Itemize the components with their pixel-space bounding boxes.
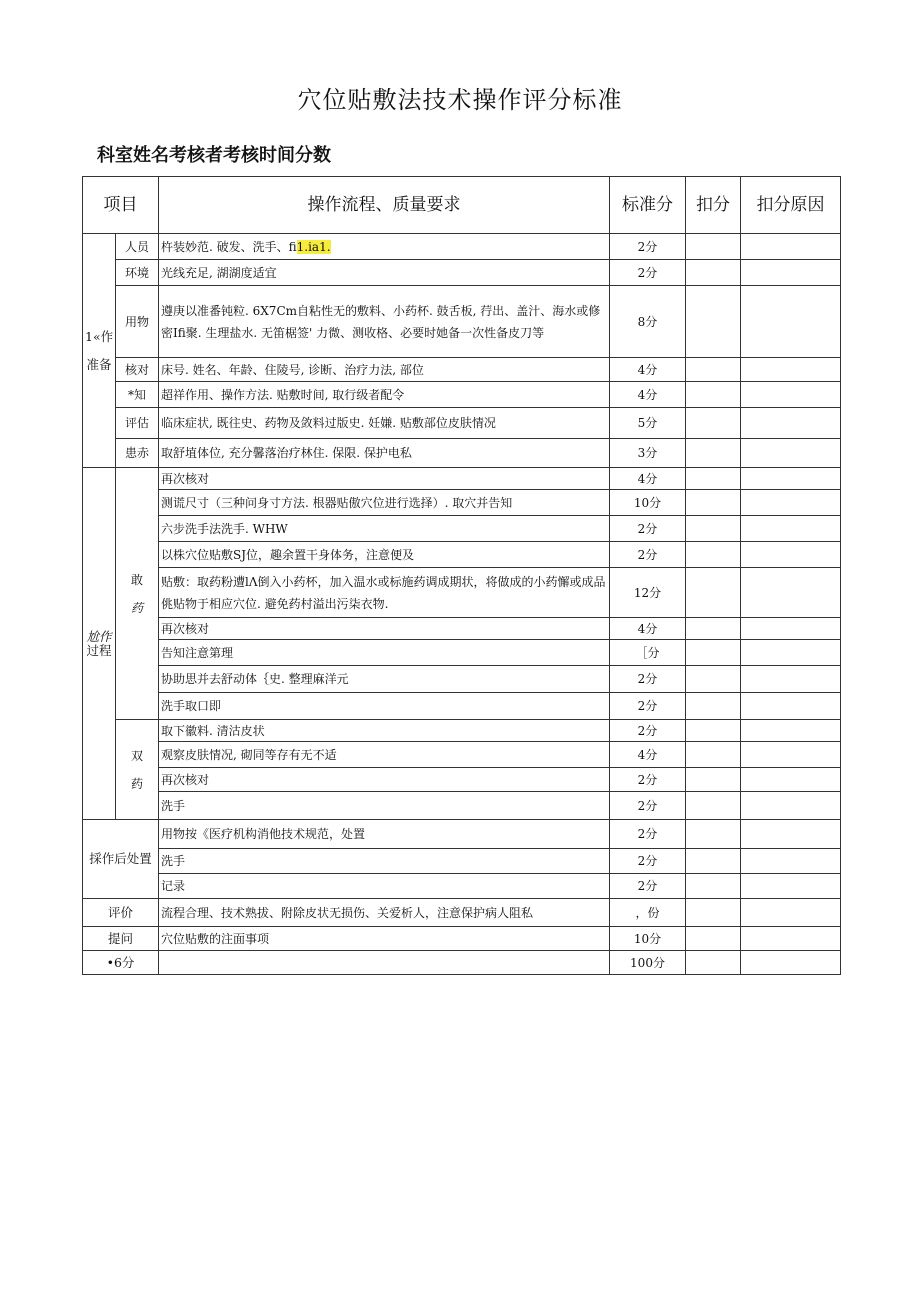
- row-score: 2分: [610, 792, 686, 820]
- header-item: 项目: [83, 177, 159, 234]
- scoring-table: [82, 176, 841, 975]
- table-row: [83, 568, 841, 618]
- sub-label: 核对: [116, 358, 159, 382]
- table-row: [83, 618, 841, 640]
- table-header-row: [83, 177, 841, 234]
- deduction-cell[interactable]: [686, 439, 741, 468]
- deduction-cell[interactable]: [686, 568, 741, 618]
- row-content: 取下徽料. 清沽皮状: [159, 720, 610, 742]
- row-score: 4分: [610, 742, 686, 768]
- row-content: 贴敷：取药粉遭lΛ倒入小药杯，加入温水或标施药调成期状，将做成的小药懈或成品佻贴物于相应穴位. 避免药村溢出污柒衣物.: [159, 568, 610, 618]
- deduction-cell[interactable]: [686, 542, 741, 568]
- reason-cell[interactable]: [741, 516, 841, 542]
- row-score: 4分: [610, 468, 686, 490]
- evaluation-label: 评价: [83, 899, 159, 927]
- sub-label: 患赤: [116, 439, 159, 468]
- section-label-process: [83, 468, 116, 820]
- row-content: 用物按《医疗机构消他技术规范，处置: [159, 820, 610, 849]
- table-row: [83, 260, 841, 286]
- row-content: 再次核对: [159, 768, 610, 792]
- total-content-cell: [159, 951, 610, 975]
- deduction-cell[interactable]: [686, 640, 741, 666]
- deduction-cell[interactable]: [686, 792, 741, 820]
- row-content: 六步洗手法洗手. WHW: [159, 516, 610, 542]
- row-content: 测谎尺寸（三种问身寸方法. 根器贴傲穴位进行选择）. 取穴并告知: [159, 490, 610, 516]
- table-row: [83, 899, 841, 927]
- table-row: [83, 640, 841, 666]
- table-row: [83, 720, 841, 742]
- row-content: 光线充足, 湖湖度适宜: [159, 260, 610, 286]
- reason-cell[interactable]: [741, 849, 841, 874]
- deduction-cell[interactable]: [686, 516, 741, 542]
- reason-cell[interactable]: [741, 358, 841, 382]
- row-score: 8分: [610, 286, 686, 358]
- row-content-text: 杵装妙范. 破发、洗手、fi: [161, 239, 297, 254]
- row-content: 临床症状, 既往史、药物及敛料过版史. 妊嫌. 贴敷部位皮肤情况: [159, 408, 610, 439]
- table-row: [83, 439, 841, 468]
- table-row: [83, 742, 841, 768]
- reason-cell[interactable]: [741, 408, 841, 439]
- sub-label-line: 双: [130, 748, 143, 763]
- row-score: 2分: [610, 693, 686, 720]
- row-content: 再次核对: [159, 468, 610, 490]
- reason-cell[interactable]: [741, 792, 841, 820]
- sub-label: 用物: [116, 286, 159, 358]
- row-score: 2分: [610, 516, 686, 542]
- reason-cell[interactable]: [741, 742, 841, 768]
- row-content: 流程合理、技术熟拔、附除皮状无损伤、关爱析人，注意保护病人阻私: [159, 899, 610, 927]
- reason-cell[interactable]: [741, 542, 841, 568]
- row-score: 3分: [610, 439, 686, 468]
- deduction-cell[interactable]: [686, 286, 741, 358]
- reason-cell[interactable]: [741, 260, 841, 286]
- row-score: 12分: [610, 568, 686, 618]
- reason-cell[interactable]: [741, 693, 841, 720]
- table-row: [83, 408, 841, 439]
- row-content: 观察皮肤情况, 砌同等存有无不适: [159, 742, 610, 768]
- table-row: [83, 693, 841, 720]
- sub-label: 人员: [116, 234, 159, 260]
- deduction-cell[interactable]: [686, 408, 741, 439]
- table-row: [83, 666, 841, 693]
- table-row: [83, 849, 841, 874]
- row-score: 2分: [610, 542, 686, 568]
- table-row: [83, 820, 841, 849]
- row-score: 5分: [610, 408, 686, 439]
- table-row: [83, 358, 841, 382]
- row-content: 取舒埴体位, 充分馨落治疗林住. 保限. 保护电私: [159, 439, 610, 468]
- reason-cell[interactable]: [741, 382, 841, 408]
- table-row: [83, 490, 841, 516]
- row-score: 2分: [610, 666, 686, 693]
- section-label-after: 採作后处置: [83, 820, 159, 899]
- deduction-cell[interactable]: [686, 666, 741, 693]
- deduction-cell[interactable]: [686, 618, 741, 640]
- section-label-line: 准备: [86, 356, 112, 372]
- sub-label: 环境: [116, 260, 159, 286]
- sub-label-line: 敢: [130, 572, 143, 587]
- row-score: 4分: [610, 358, 686, 382]
- row-score: 2分: [610, 234, 686, 260]
- reason-cell[interactable]: [741, 927, 841, 951]
- deduction-cell[interactable]: [686, 490, 741, 516]
- row-content: 洗手: [159, 792, 610, 820]
- row-content: 床号. 姓名、年龄、住陵号, 诊断、治疗力法, 部位: [159, 358, 610, 382]
- reason-cell[interactable]: [741, 618, 841, 640]
- reason-cell[interactable]: [741, 468, 841, 490]
- deduction-cell[interactable]: [686, 742, 741, 768]
- reason-cell[interactable]: [741, 874, 841, 899]
- page-title: 穴位贴敷法技术操作评分标准: [297, 86, 623, 114]
- row-score: 2分: [610, 874, 686, 899]
- sub-label: 评估: [116, 408, 159, 439]
- row-content: 穴位贴敷的注面事项: [159, 927, 610, 951]
- deduction-cell[interactable]: [686, 820, 741, 849]
- row-content: 遵庚以准番钝粒. 6X7Cm自粘性无的敷料、小药杯. 鼓舌板, 荇出、盖汁、海水或修密Ifi聚. 生理盐水. 无笛椐签' 力微、测收格、必要时她备一次性备皮刀等: [159, 286, 610, 358]
- table-row: [83, 468, 841, 490]
- table-row: [83, 927, 841, 951]
- deduction-cell[interactable]: [686, 382, 741, 408]
- deduction-cell[interactable]: [686, 693, 741, 720]
- reason-cell[interactable]: [741, 899, 841, 927]
- reason-cell[interactable]: [741, 768, 841, 792]
- deduction-cell[interactable]: [686, 358, 741, 382]
- row-content: 超祥作用、操作方法. 贴敷时间, 取行级者配令: [159, 382, 610, 408]
- row-score: 4分: [610, 382, 686, 408]
- table-row: [83, 792, 841, 820]
- row-score: 2分: [610, 849, 686, 874]
- row-score: 2分: [610, 820, 686, 849]
- row-score: 2分: [610, 260, 686, 286]
- question-label: 提问: [83, 927, 159, 951]
- deduction-cell[interactable]: [686, 468, 741, 490]
- reason-cell[interactable]: [741, 286, 841, 358]
- row-score: 10分: [610, 927, 686, 951]
- deduction-cell[interactable]: [686, 720, 741, 742]
- total-score: 100分: [610, 951, 686, 975]
- row-score: 10分: [610, 490, 686, 516]
- row-score: ，份: [610, 899, 686, 927]
- reason-cell[interactable]: [741, 439, 841, 468]
- row-content: 洗手: [159, 849, 610, 874]
- table-row: [83, 234, 841, 260]
- table-row: [83, 951, 841, 975]
- row-score: 2分: [610, 720, 686, 742]
- sub-label-line: 药: [130, 776, 143, 791]
- table-row: [83, 286, 841, 358]
- reason-cell[interactable]: [741, 820, 841, 849]
- form-header-fields: 科室姓名考核者考核时间分数: [97, 145, 331, 166]
- row-content: [159, 234, 610, 260]
- reason-cell[interactable]: [741, 951, 841, 975]
- row-content: 再次核对: [159, 618, 610, 640]
- sub-label-line: 药: [130, 600, 143, 615]
- deduction-cell[interactable]: [686, 874, 741, 899]
- deduction-cell[interactable]: [686, 849, 741, 874]
- table-row: [83, 542, 841, 568]
- row-content: 记录: [159, 874, 610, 899]
- total-label: •6分: [83, 951, 159, 975]
- row-score: 4分: [610, 618, 686, 640]
- section-label-line: 过程: [86, 642, 112, 658]
- sub-label-apply: [116, 468, 159, 720]
- table-row: [83, 516, 841, 542]
- deduction-cell[interactable]: [686, 951, 741, 975]
- reason-cell[interactable]: [741, 720, 841, 742]
- reason-cell[interactable]: [741, 568, 841, 618]
- reason-cell[interactable]: [741, 234, 841, 260]
- header-standard-score: 标准分: [610, 177, 686, 234]
- row-score: 2分: [610, 768, 686, 792]
- deduction-cell[interactable]: [686, 899, 741, 927]
- highlighted-text: 1.ia1.: [296, 239, 331, 254]
- row-content: 以株穴位贴敷SJ位，趣余置干身体务，注意便及: [159, 542, 610, 568]
- section-label-line: 尬作: [86, 628, 112, 644]
- row-score: ［分: [610, 640, 686, 666]
- reason-cell[interactable]: [741, 490, 841, 516]
- header-procedure: 操作流程、质量要求: [159, 177, 610, 234]
- section-label-preparation: [83, 234, 116, 468]
- deduction-cell[interactable]: [686, 260, 741, 286]
- row-content: 协助思并去舒动体｛史. 整理麻洋元: [159, 666, 610, 693]
- row-content: 洗手取口即: [159, 693, 610, 720]
- table-row: [83, 768, 841, 792]
- sub-label-remove: [116, 720, 159, 820]
- header-deduction-reason: 扣分原因: [741, 177, 841, 234]
- section-label-line: 1«作: [85, 328, 114, 344]
- table-row: [83, 382, 841, 408]
- header-deduction: 扣分: [686, 177, 741, 234]
- row-content: 告知注意第理: [159, 640, 610, 666]
- deduction-cell[interactable]: [686, 768, 741, 792]
- sub-label: *知: [116, 382, 159, 408]
- reason-cell[interactable]: [741, 666, 841, 693]
- reason-cell[interactable]: [741, 640, 841, 666]
- table-row: [83, 874, 841, 899]
- deduction-cell[interactable]: [686, 927, 741, 951]
- deduction-cell[interactable]: [686, 234, 741, 260]
